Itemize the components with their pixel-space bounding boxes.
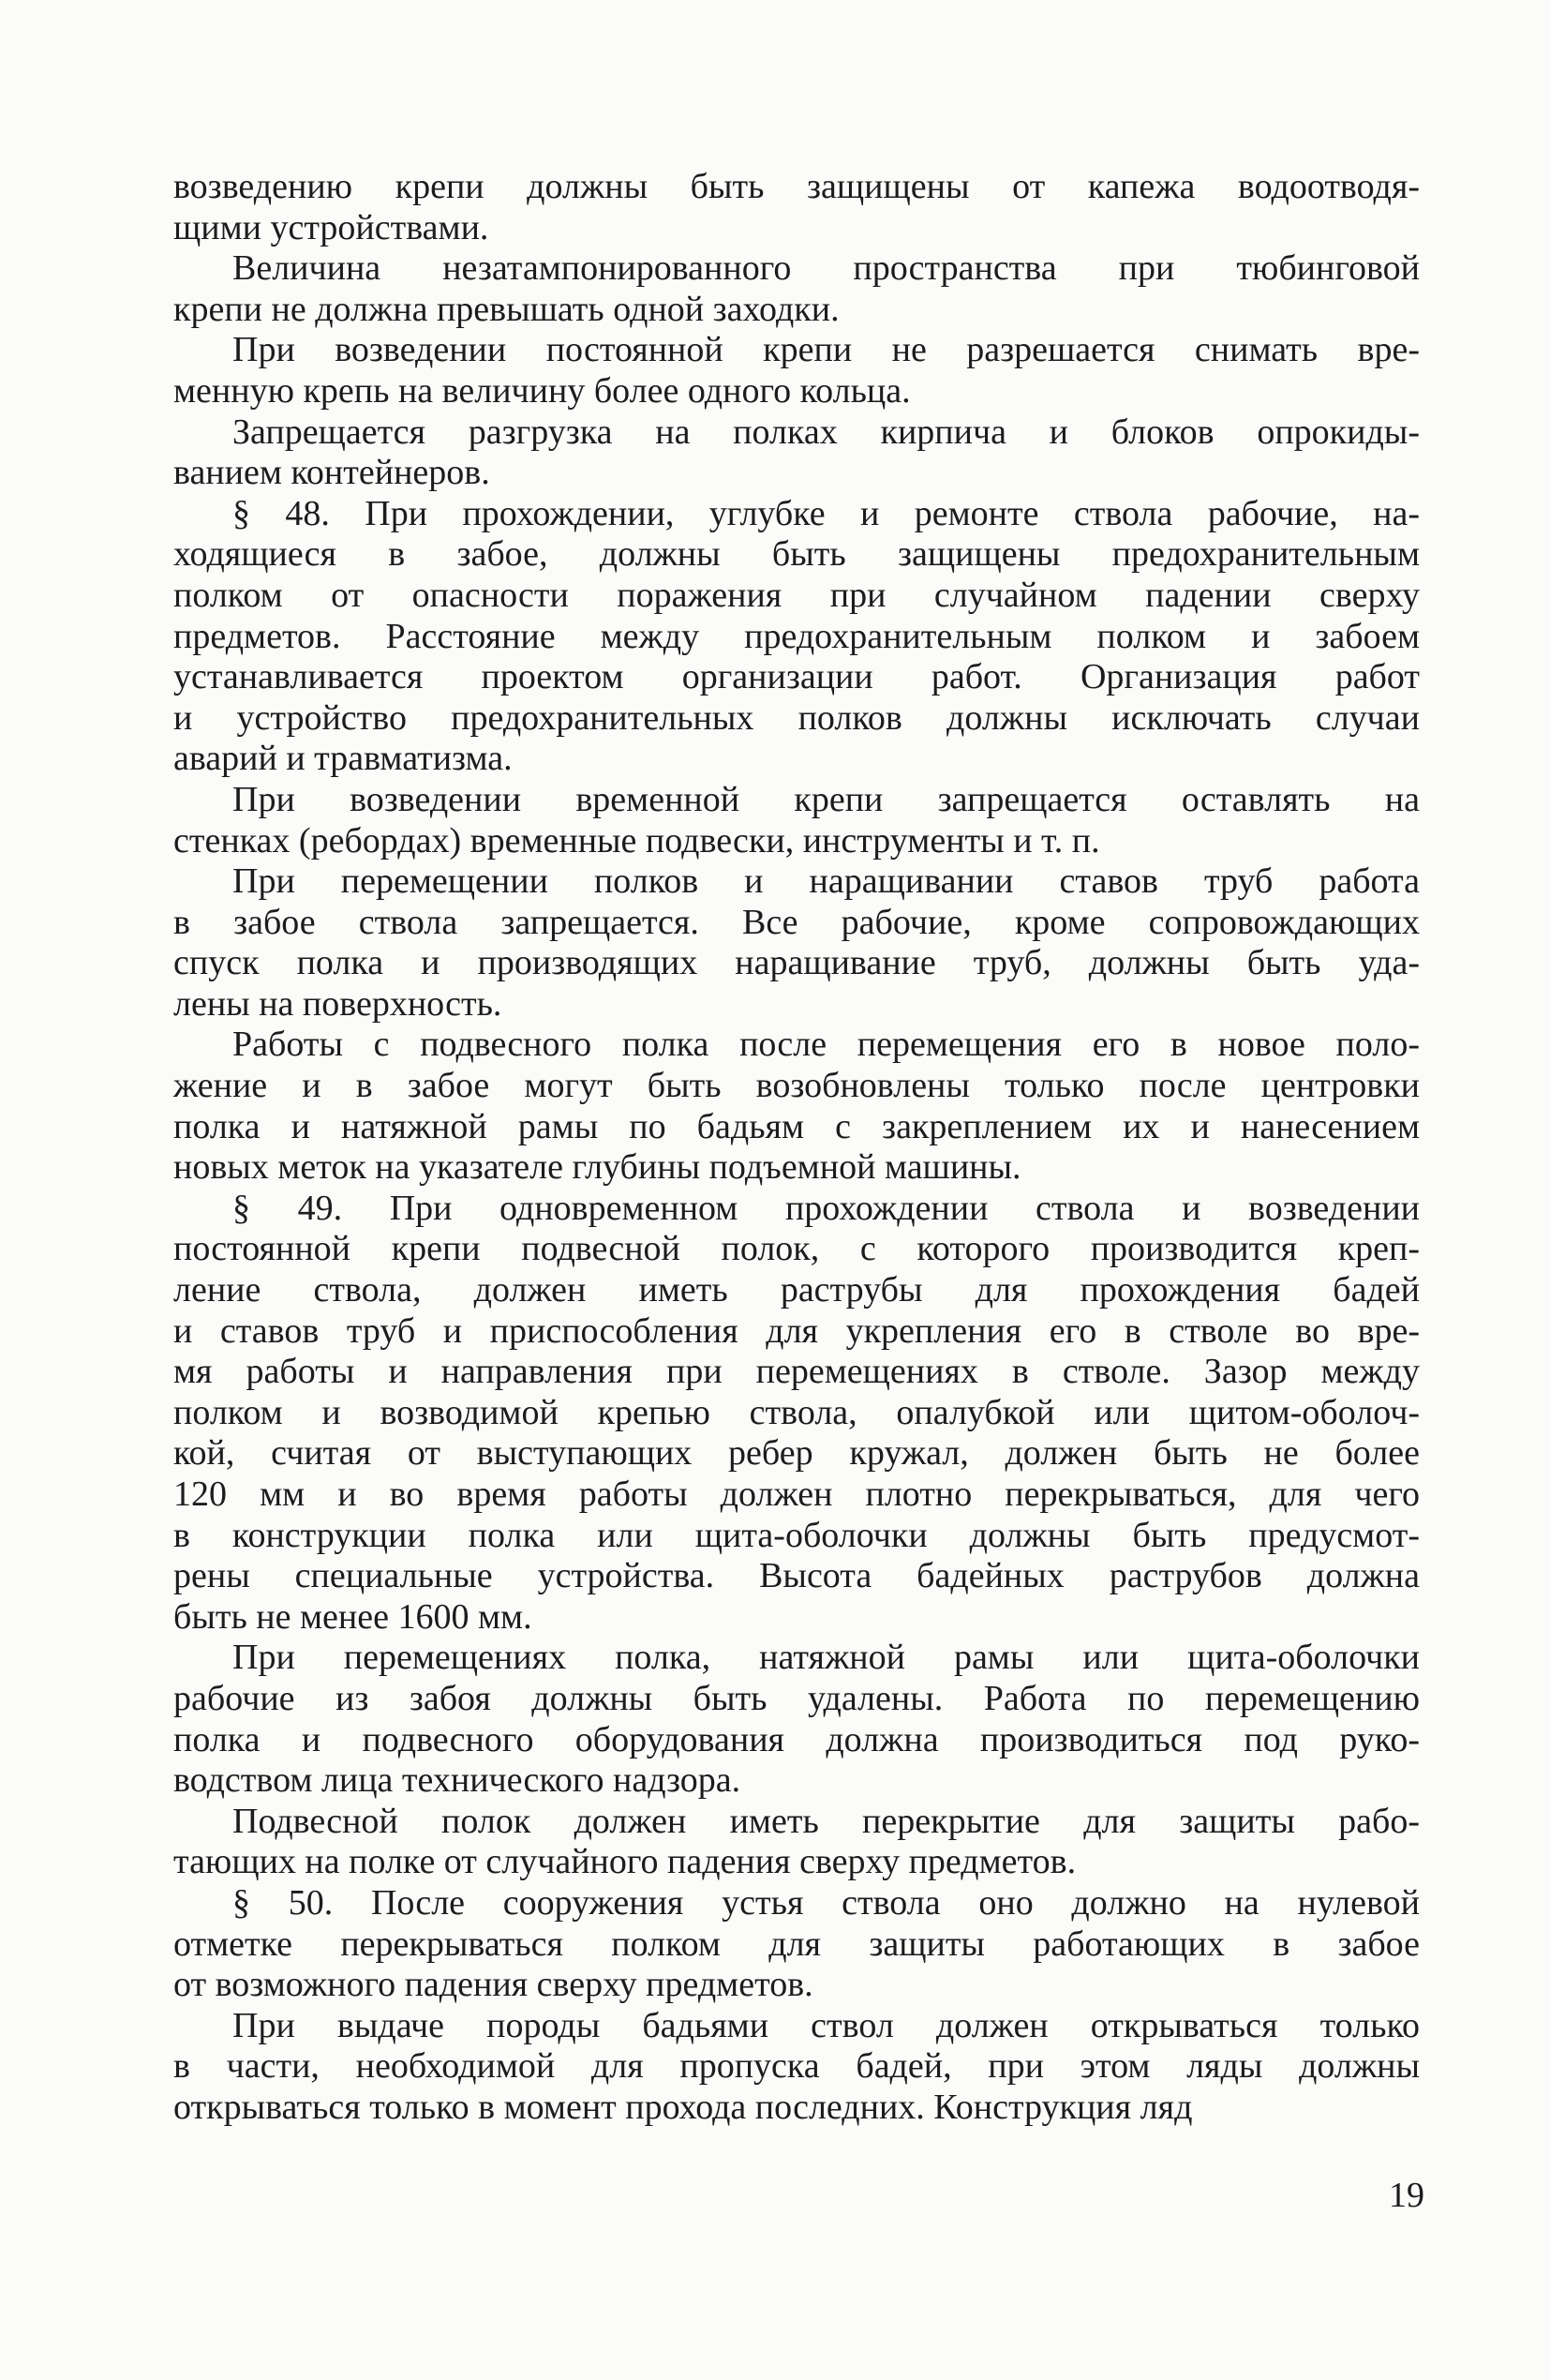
text-line: постоянной крепи подвесной полок, с которого производится креп-	[173, 1229, 1420, 1269]
paragraph	[173, 330, 1420, 412]
paragraph	[173, 1189, 1420, 1639]
paragraph	[173, 1638, 1420, 1801]
text-line: предметов. Расстояние между предохранительным полком и забоем	[173, 616, 1420, 656]
paragraph	[173, 412, 1420, 494]
text-line: менную крепь на величину более одного кольца.	[173, 370, 911, 411]
paragraph	[173, 494, 1420, 780]
text-line: открываться только в момент прохода последних. Конструкция ляд	[173, 2087, 1193, 2127]
text-line: устанавливается проектом организации работ. Организация работ	[173, 657, 1420, 697]
text-line: и ставов труб и приспособления для укрепления его в стволе во вре-	[173, 1310, 1420, 1351]
text-line: водством лица технического надзора.	[173, 1760, 741, 1801]
text-line: § 50. После сооружения устья ствола оно должно на нулевой	[232, 1882, 1420, 1923]
text-line: полком и возводимой крепью ствола, опалубкой или щитом-оболоч-	[173, 1392, 1420, 1432]
paragraph	[173, 1883, 1420, 2006]
text-line: отметке перекрываться полком для защиты работающих в забое	[173, 1923, 1420, 1964]
text-line: в забое ствола запрещается. Все рабочие, кроме сопровождающих	[173, 902, 1420, 942]
text-line: аварий и травматизма.	[173, 739, 513, 779]
text-line: мя работы и направления при перемещениях в стволе. Зазор между	[173, 1352, 1420, 1392]
text-line: возведению крепи должны быть защищены от капежа водоотводя-	[173, 167, 1420, 206]
text-line: рены специальные устройства. Высота бадейных раструбов должна	[173, 1556, 1420, 1596]
text-line: от возможного падения сверху предметов.	[173, 1965, 813, 2005]
text-line: щими устройствами.	[173, 207, 489, 247]
text-line: При перемещении полков и наращивании ставов труб работа	[232, 861, 1420, 902]
text-line: ление ствола, должен иметь раструбы для прохождения бадей	[173, 1270, 1420, 1310]
text-line: § 49. При одновременном прохождении ствола и возведении	[232, 1188, 1420, 1228]
text-line: и устройство предохранительных полков должны исключать случаи	[173, 697, 1420, 738]
text-line: При возведении временной крепи запрещается оставлять на	[232, 779, 1420, 819]
text-line: спуск полка и производящих наращивание труб, должны быть уда-	[173, 943, 1420, 983]
text-line: Работы с подвесного полка после перемещения его в новое поло-	[232, 1025, 1420, 1065]
paragraph	[173, 780, 1420, 861]
text-line: в конструкции полка или щита-оболочки должны быть предусмот-	[173, 1515, 1420, 1555]
text-line: При перемещениях полка, натяжной рамы или щита-оболочки	[232, 1638, 1420, 1678]
text-line: тающих на полке от случайного падения сверху предметов.	[173, 1842, 1077, 1882]
page-number: 19	[1389, 2176, 1424, 2215]
text-line: кой, считая от выступающих ребер кружал, должен быть не более	[173, 1433, 1420, 1474]
text-line: 120 мм и во время работы должен плотно перекрываться, для чего	[173, 1474, 1420, 1514]
text-line: При возведении постоянной крепи не разрешается снимать вре-	[232, 330, 1420, 370]
text-line: новых меток на указателе глубины подъемной машины.	[173, 1147, 1021, 1188]
text-line: полком от опасности поражения при случайном падении сверху	[173, 575, 1420, 615]
text-line: Величина незатампонированного пространства при тюбинговой	[232, 248, 1420, 289]
text-line: полка и подвесного оборудования должна производиться под руко-	[173, 1719, 1420, 1759]
paragraph	[173, 1025, 1420, 1188]
paragraph	[173, 248, 1420, 330]
text-line: § 48. При прохождении, углубке и ремонте ствола рабочие, на-	[232, 493, 1420, 533]
text-line: быть не менее 1600 мм.	[173, 1596, 532, 1637]
paragraph	[173, 1802, 1420, 1883]
text-line: Запрещается разгрузка на полках кирпича и блоков опрокиды-	[232, 412, 1420, 452]
text-line: полка и натяжной рамы по бадьям с закреплением их и нанесением	[173, 1106, 1420, 1146]
paragraph	[173, 2006, 1420, 2129]
text-line: Подвесной полок должен иметь перекрытие для защиты рабо-	[232, 1801, 1420, 1841]
text-line: ванием контейнеров.	[173, 453, 490, 493]
text-line: крепи не должна превышать одной заходки.	[173, 289, 840, 329]
text-line: в части, необходимой для пропуска бадей, при этом ляды должны	[173, 2046, 1420, 2087]
text-line: лены на поверхность.	[173, 983, 502, 1024]
text-line: ходящиеся в забое, должны быть защищены предохранительным	[173, 534, 1420, 575]
text-line: При выдаче породы бадьями ствол должен открываться только	[232, 2005, 1420, 2045]
body-text	[173, 167, 1420, 2129]
text-line: жение и в забое могут быть возобновлены только после центровки	[173, 1066, 1420, 1106]
paragraph	[173, 167, 1420, 248]
paragraph	[173, 861, 1420, 1025]
text-line: рабочие из забоя должны быть удалены. Работа по перемещению	[173, 1678, 1420, 1718]
text-line: стенках (ребордах) временные подвески, инструменты и т. п.	[173, 820, 1100, 861]
